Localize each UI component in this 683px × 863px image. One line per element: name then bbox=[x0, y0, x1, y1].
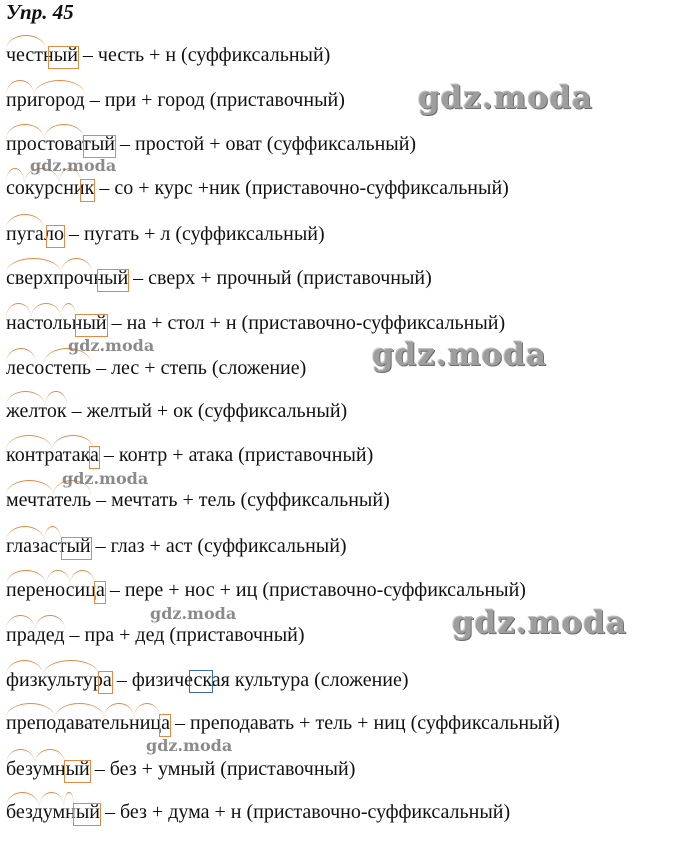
derived-word: безумный bbox=[6, 758, 90, 780]
derived-word: прадед bbox=[6, 624, 65, 646]
word-derivation: – на + стол + н (приставочно-суффиксальный) bbox=[106, 312, 506, 334]
morpheme-arc bbox=[6, 792, 39, 807]
morpheme-arc bbox=[35, 749, 64, 764]
word-entry bbox=[6, 578, 526, 602]
morpheme-arc bbox=[6, 615, 35, 630]
ending-box bbox=[97, 269, 130, 292]
morpheme-arc bbox=[52, 435, 94, 450]
watermark: gdz.moda bbox=[418, 80, 593, 116]
derived-word: сверхпрочный bbox=[6, 267, 128, 289]
watermark: gdz.moda bbox=[30, 156, 117, 175]
morpheme-arc bbox=[6, 391, 45, 406]
morpheme-arc bbox=[6, 703, 55, 718]
derived-word: пугало bbox=[6, 223, 64, 245]
ending-box bbox=[46, 225, 65, 248]
word-derivation: – без + умный (приставочный) bbox=[89, 758, 356, 780]
ending-box bbox=[75, 314, 107, 337]
watermark: gdz.moda bbox=[452, 605, 627, 641]
word-entry bbox=[6, 488, 390, 512]
morpheme-arc bbox=[55, 703, 104, 718]
word-derivation: – со + курс +ник (приставочно-суффиксальный) bbox=[94, 177, 509, 199]
morpheme-arc bbox=[44, 526, 61, 541]
morpheme-arc bbox=[64, 792, 73, 807]
derived-word: бездумный bbox=[6, 801, 100, 823]
morpheme-arc bbox=[6, 435, 52, 450]
word-entry bbox=[6, 266, 432, 290]
morpheme-arc bbox=[134, 703, 160, 718]
word-entry bbox=[6, 800, 510, 824]
ending-box bbox=[98, 671, 113, 694]
ending-box bbox=[73, 803, 101, 826]
morpheme-arc bbox=[104, 703, 134, 718]
derived-word: глазастый bbox=[6, 535, 91, 557]
word-entry bbox=[6, 88, 345, 112]
watermark: gdz.moda bbox=[146, 736, 233, 755]
ending-box bbox=[89, 446, 100, 469]
word-entry bbox=[6, 623, 305, 647]
morpheme-arc bbox=[44, 124, 84, 139]
ending-box bbox=[61, 537, 92, 560]
ending-box bbox=[83, 135, 116, 158]
word-entry bbox=[6, 43, 330, 67]
derived-word: контратака bbox=[6, 444, 99, 466]
word-entry bbox=[6, 356, 306, 380]
derived-word: пригород bbox=[6, 89, 85, 111]
derived-word: сокурсник bbox=[6, 177, 94, 199]
watermark: gdz.moda bbox=[150, 604, 237, 623]
morpheme-arc bbox=[35, 615, 64, 630]
derived-word: настольный bbox=[6, 312, 107, 334]
morpheme-arc bbox=[6, 749, 35, 764]
morpheme-arc bbox=[6, 660, 43, 675]
morpheme-arc bbox=[6, 168, 24, 183]
derived-word: физкультура bbox=[6, 669, 112, 691]
ending-box bbox=[64, 760, 91, 783]
word-derivation: – физическая культура (сложение) bbox=[111, 669, 409, 691]
morpheme-arc bbox=[70, 570, 95, 585]
word-entry bbox=[6, 132, 416, 156]
morpheme-arc bbox=[46, 570, 71, 585]
morpheme-arc bbox=[6, 80, 34, 95]
exercise-title: Упр. 45 bbox=[6, 0, 74, 24]
word-derivation: – без + дума + н (приставочно-суффиксальный) bbox=[99, 801, 511, 823]
word-derivation: – при + город (приставочный) bbox=[84, 89, 345, 111]
word-derivation: – сверх + прочный (приставочный) bbox=[128, 267, 432, 289]
watermark: gdz.moda bbox=[62, 469, 149, 488]
word-entry bbox=[6, 311, 505, 335]
word-derivation: – честь + н (суффиксальный) bbox=[77, 44, 331, 66]
word-derivation: – простой + оват (суффиксальный) bbox=[114, 133, 417, 155]
watermark: gdz.moda bbox=[68, 336, 155, 355]
word-derivation: – мечтать + тель (суффиксальный) bbox=[91, 489, 390, 511]
derived-word: желток bbox=[6, 400, 67, 422]
word-entry bbox=[6, 222, 325, 246]
morpheme-arc bbox=[45, 391, 66, 406]
word-entry bbox=[6, 757, 355, 781]
morpheme-arc bbox=[6, 124, 44, 139]
word-entry bbox=[6, 668, 409, 692]
ending-box bbox=[80, 179, 95, 202]
word-entry bbox=[6, 443, 373, 467]
derived-word: преподавательница bbox=[6, 712, 170, 734]
word-derivation: – желтый + ок (суффиксальный) bbox=[66, 400, 348, 422]
word-derivation: – пугать + л (суффиксальный) bbox=[63, 223, 325, 245]
morpheme-arc bbox=[31, 303, 61, 318]
morpheme-arc bbox=[6, 35, 46, 50]
morpheme-arc bbox=[6, 303, 31, 318]
derived-word: мечтатель bbox=[6, 489, 91, 511]
morpheme-arc bbox=[61, 258, 92, 273]
ending-box bbox=[159, 714, 171, 737]
morpheme-arc bbox=[43, 660, 99, 675]
morpheme-arc bbox=[6, 258, 61, 273]
morpheme-arc bbox=[6, 480, 53, 495]
word-entry bbox=[6, 711, 560, 735]
ending-box bbox=[94, 581, 106, 604]
morpheme-arc bbox=[61, 303, 76, 318]
derived-word: переносица bbox=[6, 579, 105, 601]
watermark: gdz.moda bbox=[372, 337, 547, 373]
word-derivation: – пра + дед (приставочный) bbox=[64, 624, 305, 646]
ending-box bbox=[48, 46, 79, 69]
word-derivation: – лес + степь (сложение) bbox=[91, 357, 307, 379]
derived-word: простоватый bbox=[6, 133, 115, 155]
word-derivation: – преподавать + тель + ниц (суффиксальный) bbox=[170, 712, 560, 734]
word-derivation: – контр + атака (приставочный) bbox=[98, 444, 374, 466]
word-derivation: – пере + нос + иц (приставочно-суффиксальный) bbox=[104, 579, 526, 601]
derived-word: лесостепь bbox=[6, 357, 91, 379]
morpheme-arc bbox=[6, 570, 46, 585]
word-derivation: – глаз + аст (суффиксальный) bbox=[90, 535, 347, 557]
morpheme-arc bbox=[34, 80, 85, 95]
derived-word: честный bbox=[6, 44, 78, 66]
word-entry bbox=[6, 399, 347, 423]
morpheme-arc bbox=[6, 214, 44, 229]
morpheme-arc bbox=[39, 792, 64, 807]
morpheme-arc bbox=[6, 348, 36, 363]
word-entry bbox=[6, 534, 347, 558]
morpheme-arc bbox=[6, 526, 44, 541]
word-entry bbox=[6, 176, 509, 200]
